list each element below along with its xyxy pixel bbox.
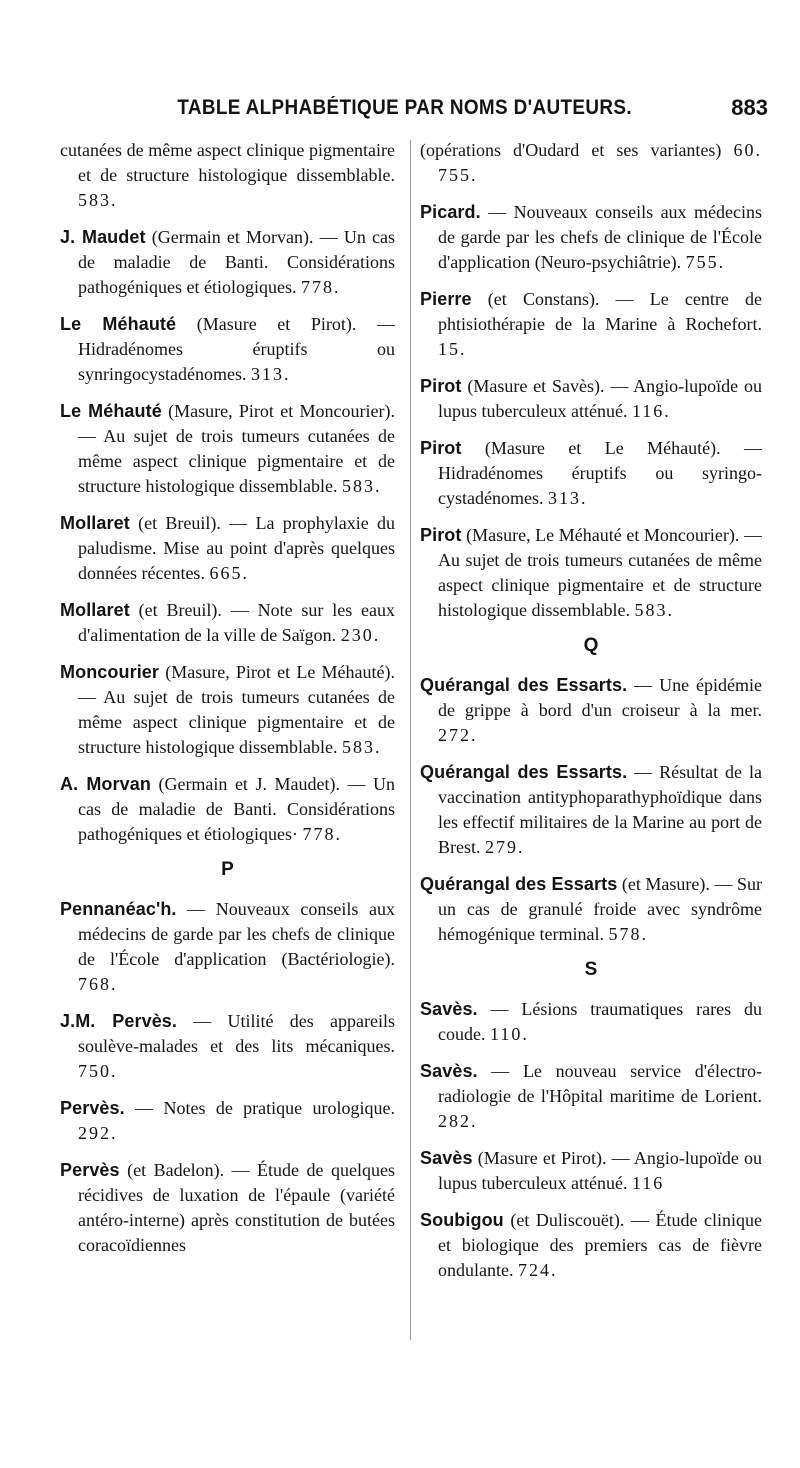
author-name: Pennanéac'h. xyxy=(60,899,177,919)
page-reference: 578. xyxy=(608,924,648,944)
page-reference: 116. xyxy=(631,401,671,421)
author-name: Quérangal des Essarts. xyxy=(420,675,628,695)
index-entry xyxy=(60,772,395,847)
index-entry xyxy=(60,1009,395,1084)
entry-text: (Masure, Le Méhauté et Moncourier). — Au sujet de trois tumeurs cutanées de même aspect clinique pigmentaire et de structure histologique dissemblable. xyxy=(438,525,762,620)
entry-text: (Masure, Pirot et Le Méhauté). — Au sujet de trois tumeurs cutanées de même aspect clinique pigmentaire et de structure histologique dissemblable. xyxy=(78,662,395,757)
index-entry xyxy=(420,287,762,362)
index-entry xyxy=(420,436,762,511)
entry-text: cutanées de même aspect clinique pigmentaire et de structure histologique dissemblable. xyxy=(60,140,395,185)
entry-text: — Nouveaux conseils aux médecins de garde par les chefs de clinique de l'École d'application (Neuro-psychiâtrie). xyxy=(438,202,762,272)
page-reference: 583. xyxy=(341,737,382,757)
entry-text: (Germain et Morvan). — Un cas de maladie de Banti. Considérations pathogéniques et étiologiques. xyxy=(78,227,395,297)
page-reference: 15. xyxy=(438,339,467,359)
page-reference: 755. xyxy=(685,252,726,272)
page-reference: 778. xyxy=(300,277,341,297)
page-reference: 116 xyxy=(631,1173,665,1193)
entry-text: (et Masure). — Sur un cas de granulé froide avec syndrôme hémogénique terminal. xyxy=(438,874,762,944)
author-name: Le Méhauté xyxy=(60,401,162,421)
index-entry xyxy=(420,1059,762,1134)
entry-text: — Utilité des appareils soulève-malades et des lits mécaniques. xyxy=(78,1011,395,1056)
author-name: Picard. xyxy=(420,202,481,222)
section-letter: Q xyxy=(583,635,599,656)
author-name: Pirot xyxy=(420,376,462,396)
author-name: Pirot xyxy=(420,438,462,458)
index-entry xyxy=(60,598,395,648)
entry-text: (et Breuil). — Note sur les eaux d'alimentation de la ville de Saïgon. xyxy=(78,600,395,645)
page-header xyxy=(96,94,768,122)
entry-text: (Masure et Pirot). — Angio-lupoïde ou lupus tuberculeux atténué. xyxy=(438,1148,762,1193)
author-name: J.M. Pervès. xyxy=(60,1011,178,1031)
page-reference: 110. xyxy=(489,1024,529,1044)
entry-text: (et Duliscouët). — Étude clinique et biologique des premiers cas de fièvre ondulante. xyxy=(438,1210,762,1280)
index-entry xyxy=(60,511,395,586)
index-entry xyxy=(60,1158,395,1258)
index-entry xyxy=(60,312,395,387)
page-reference: 768. xyxy=(78,974,118,994)
page-reference: 665. xyxy=(209,563,249,583)
author-name: Pervès xyxy=(60,1160,120,1180)
index-entry xyxy=(420,1146,762,1196)
entry-text: (Masure et Le Méhauté). — Hidradénomes éruptifs ou syringo-cystadénomes. xyxy=(438,438,762,508)
entry-text: (et Breuil). — La prophylaxie du paludisme. Mise au point d'après quelques données récentes. xyxy=(78,513,395,583)
page-reference: 282. xyxy=(438,1111,478,1131)
page-reference: 60. 755. xyxy=(438,140,762,185)
index-entry xyxy=(60,225,395,300)
index-entry xyxy=(420,523,762,623)
page-reference: 292. xyxy=(78,1123,118,1143)
page-reference: 583. xyxy=(634,600,674,620)
index-entry xyxy=(60,399,395,499)
author-name: Savès. xyxy=(420,1061,478,1081)
author-name: Savès xyxy=(420,1148,473,1168)
entry-text: — Résultat de la vaccination antityphoparathyphoïdique dans les effectif militaires de la Marine au port de Brest. xyxy=(438,762,762,857)
running-title: TABLE ALPHABÉTIQUE PAR NOMS D'AUTEURS. xyxy=(177,96,632,119)
index-entry xyxy=(60,897,395,997)
author-name: A. Morvan xyxy=(60,774,151,794)
author-name: Pirot xyxy=(420,525,462,545)
entry-text: (et Badelon). — Étude de quelques récidives de luxation de l'épaule (variété antéro-interne) après constitution de butées coracoïdiennes xyxy=(78,1160,395,1255)
section-letter: S xyxy=(584,959,598,980)
entry-text: (opérations d'Oudard et ses variantes) xyxy=(420,140,722,160)
index-entry xyxy=(420,1208,762,1283)
author-name: Pervès. xyxy=(60,1098,125,1118)
entry-text: — Lésions traumatiques rares du coude. xyxy=(438,999,762,1044)
index-entry xyxy=(420,872,762,947)
entry-text: (Germain et J. Maudet). — Un cas de maladie de Banti. Considérations pathogéniques et étiologiques· xyxy=(78,774,395,844)
index-entry xyxy=(420,997,762,1047)
page-reference: 724. xyxy=(517,1260,558,1280)
continued-entry xyxy=(420,138,762,188)
continued-entry xyxy=(60,138,395,213)
author-name: Savès. xyxy=(420,999,478,1019)
author-name: Mollaret xyxy=(60,513,130,533)
entry-text: (Masure et Savès). — Angio-lupoïde ou lupus tuberculeux atténué. xyxy=(438,376,762,421)
index-entry xyxy=(60,1096,395,1146)
author-name: Le Méhauté xyxy=(60,314,177,334)
page-reference: 279. xyxy=(485,837,525,857)
index-entry xyxy=(420,374,762,424)
page-reference: 313. xyxy=(250,364,291,384)
page-reference: 272. xyxy=(438,725,478,745)
entry-text: (Masure et Pirot). — Hidradénomes éruptifs ou synringocystadénomes. xyxy=(78,314,395,384)
entry-text: — Nouveaux conseils aux médecins de garde par les chefs de clinique de l'École d'application (Bactériologie). xyxy=(78,899,395,969)
author-name: Quérangal des Essarts xyxy=(420,874,618,894)
right-column xyxy=(420,138,762,1343)
entry-text: (Masure, Pirot et Moncourier). — Au sujet de trois tumeurs cutanées de même aspect clinique pigmentaire et de structure histologique dissemblable. xyxy=(78,401,395,496)
page-reference: 750. xyxy=(78,1061,118,1081)
author-name: Soubigou xyxy=(420,1210,504,1230)
entry-text: (et Constans). — Le centre de phtisiothérapie de la Marine à Rochefort. xyxy=(438,289,762,334)
author-name: Mollaret xyxy=(60,600,130,620)
page-reference: 230. xyxy=(340,625,381,645)
index-entry xyxy=(420,673,762,748)
page-reference: 583. xyxy=(341,476,382,496)
author-name: Pierre xyxy=(420,289,472,309)
section-letter: P xyxy=(221,859,234,880)
index-entry xyxy=(60,660,395,760)
entry-text: — Une épidémie de grippe à bord d'un croiseur à la mer. xyxy=(438,675,762,720)
index-entry xyxy=(420,200,762,275)
left-column xyxy=(60,138,395,1343)
entry-text: — Notes de pratique urologique. xyxy=(124,1098,395,1118)
author-name: Quérangal des Essarts. xyxy=(420,762,628,782)
entry-text: — Le nouveau service d'électro-radiologie de l'Hôpital maritime de Lorient. xyxy=(438,1061,762,1106)
page-number: 883 xyxy=(731,95,768,120)
column-divider xyxy=(410,140,411,1340)
page-reference: 313. xyxy=(547,488,588,508)
page-reference: 778. xyxy=(302,824,342,844)
author-name: Moncourier xyxy=(60,662,160,682)
page-reference: 583. xyxy=(78,190,118,210)
index-entry xyxy=(420,760,762,860)
author-name: J. Maudet xyxy=(60,227,146,247)
